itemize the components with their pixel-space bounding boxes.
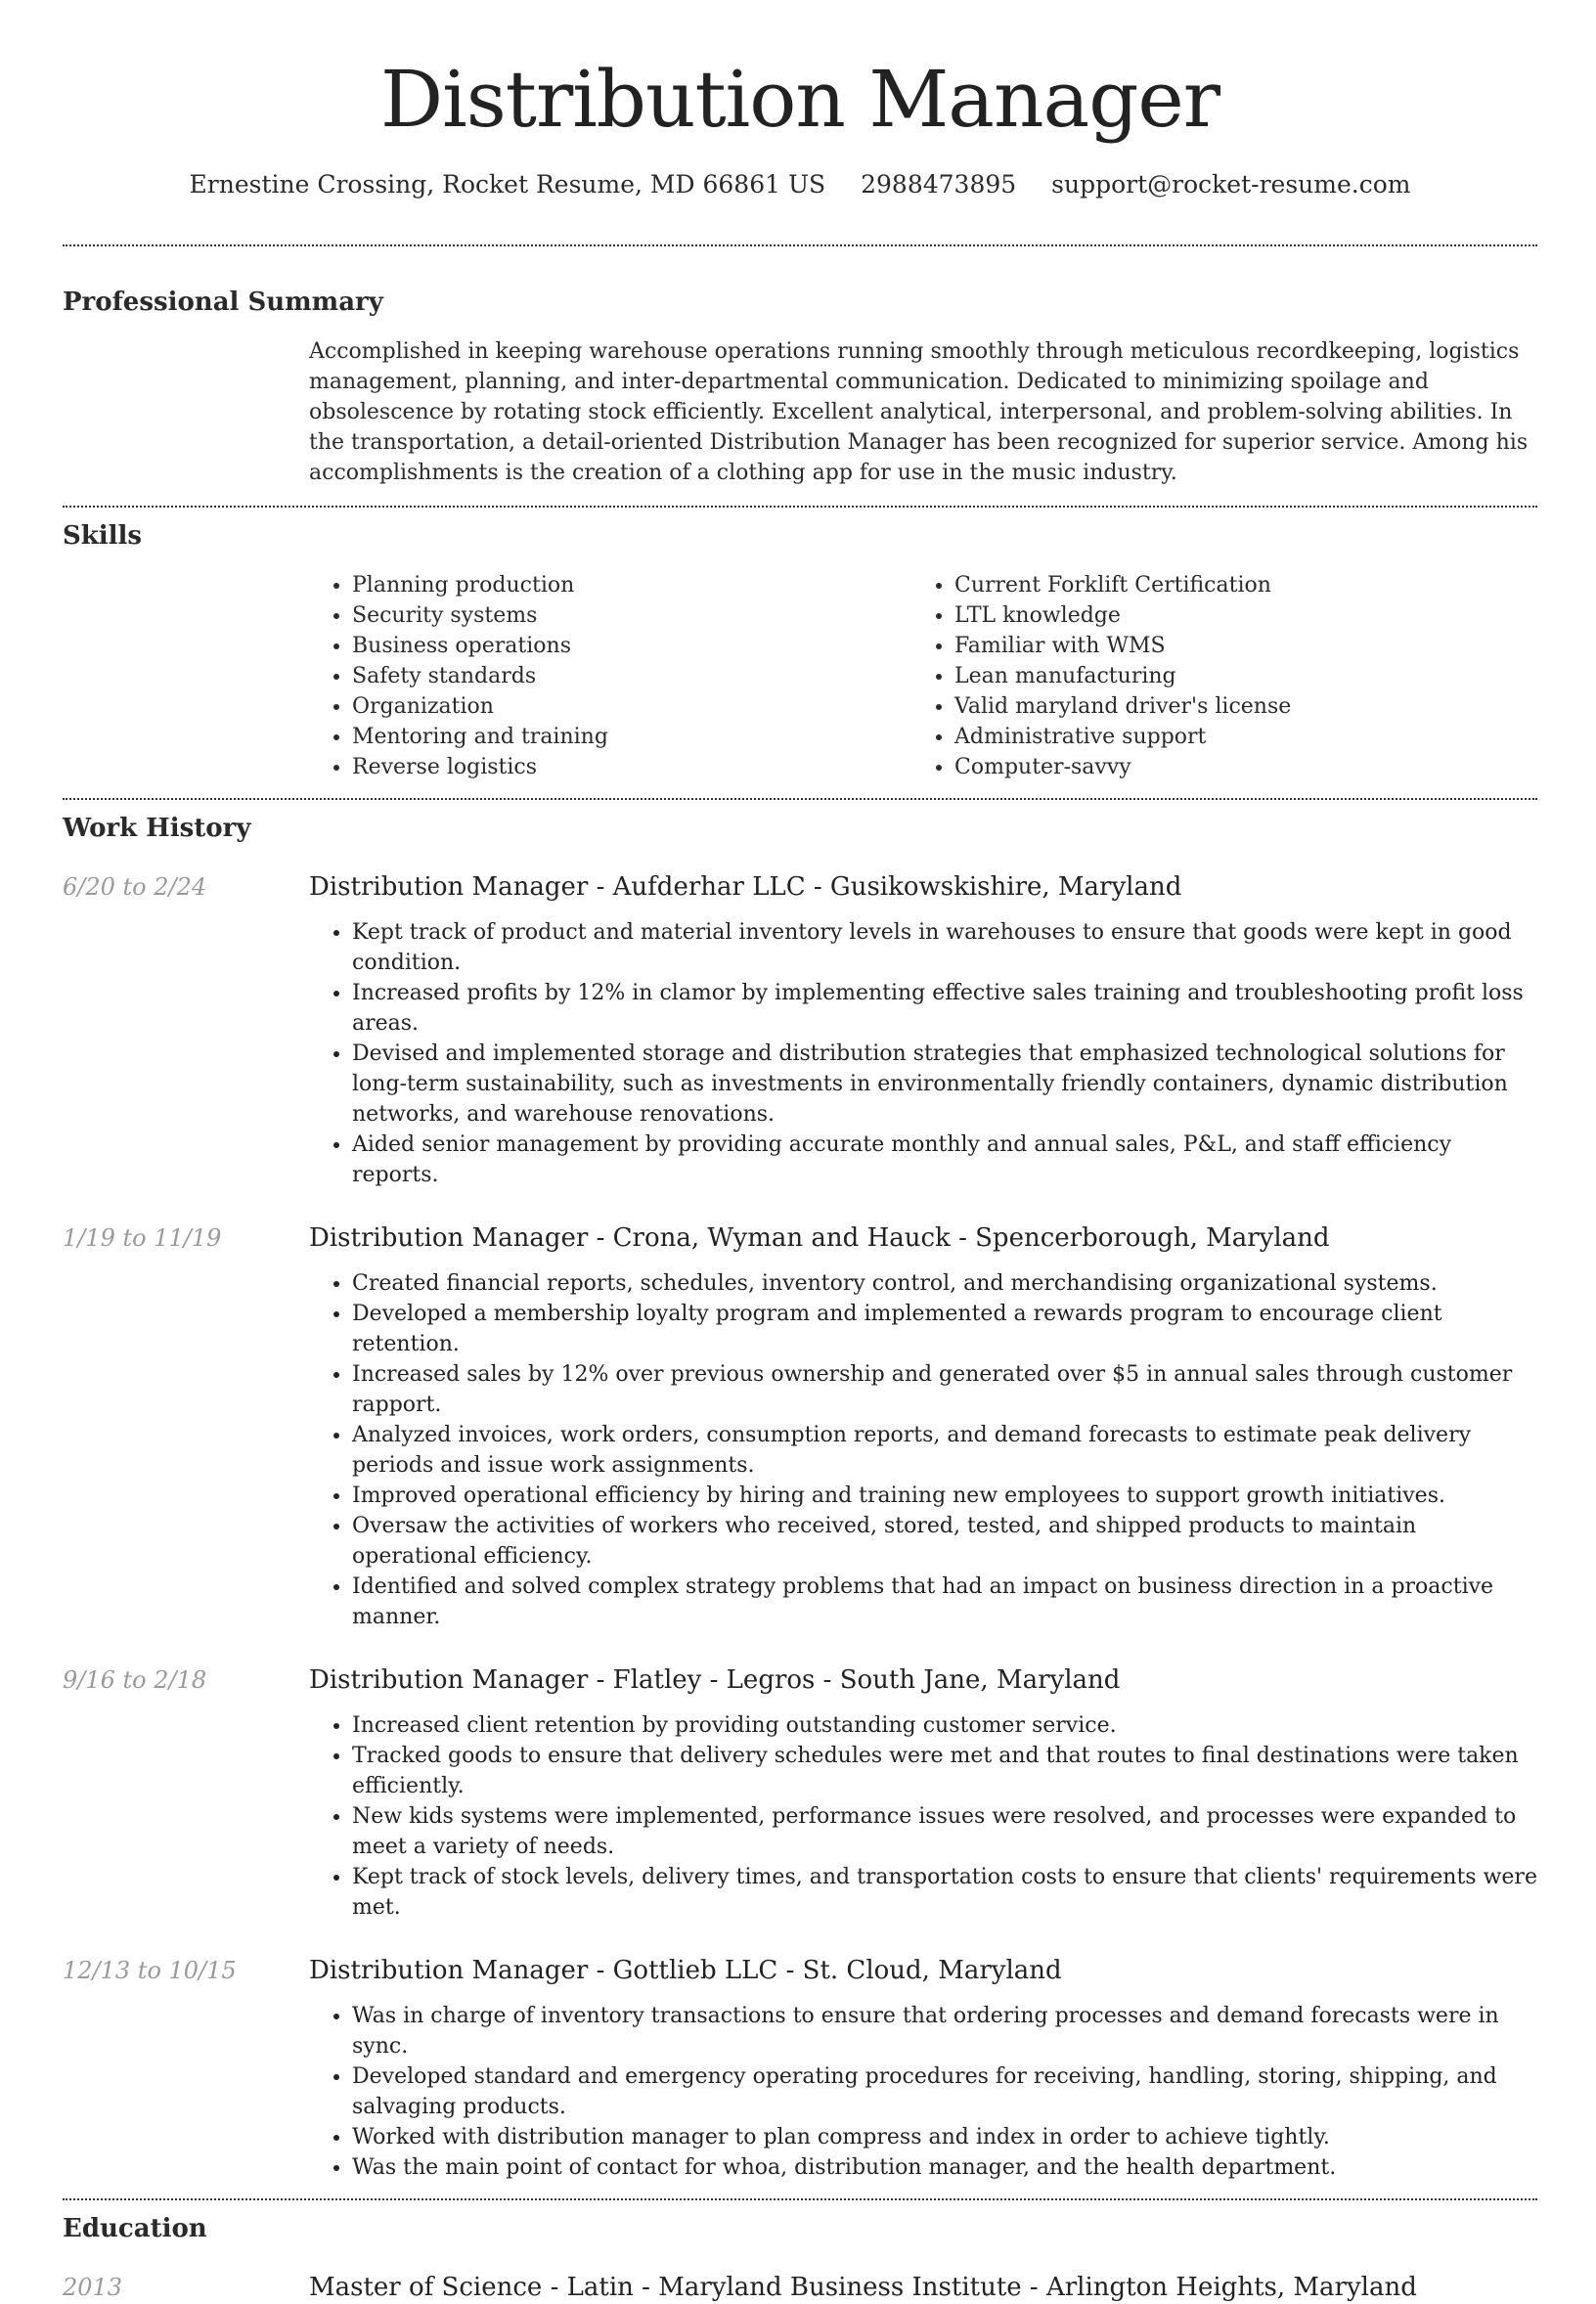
skill-item: • LTL knowledge	[954, 600, 1514, 631]
job-bullets	[309, 917, 1537, 1190]
work-history-heading: Work History	[63, 814, 251, 843]
skill-item: • Mentoring and training	[352, 722, 911, 752]
job-bullet: • Devised and implemented storage and distribution strategies that emphasized technological solutions for long-term sustainability, such as investments in environmentally friendly containers, dynamic distribution networks, and warehouse renovations.	[352, 1039, 1537, 1130]
education-date: 2013	[63, 2274, 123, 2301]
job-bullet: • Kept track of stock levels, delivery times, and transportation costs to ensure that clients' requirements were met.	[352, 1862, 1537, 1923]
resume-page	[63, 0, 1537, 2304]
skills-grid	[309, 570, 1537, 782]
job-bullet: • Developed standard and emergency operating procedures for receiving, handling, storing, shipping, and salvaging products.	[352, 2061, 1537, 2122]
job-dates: 9/16 to 2/18	[63, 1666, 207, 1694]
job-entry	[63, 1221, 1537, 1632]
divider	[63, 506, 1537, 508]
job-bullet: • Increased client retention by providing outstanding customer service.	[352, 1710, 1537, 1741]
job-body	[309, 1954, 1537, 2183]
skill-item: • Safety standards	[352, 661, 911, 691]
job-heading: Distribution Manager - Aufderhar LLC - Gusikowskishire, Maryland	[309, 872, 1182, 902]
education-entry	[63, 2271, 1537, 2304]
job-bullet: • Created financial reports, schedules, inventory control, and merchandising organizational systems.	[352, 1268, 1537, 1299]
job-bullet: • Analyzed invoices, work orders, consumption reports, and demand forecasts to estimate peak delivery periods and issue work assignments.	[352, 1420, 1537, 1481]
job-bullet: • Improved operational efficiency by hiring and training new employees to support growth initiatives.	[352, 1481, 1537, 1511]
job-bullets	[309, 1710, 1537, 1923]
contact-address: Ernestine Crossing, Rocket Resume, MD 66861 US	[189, 170, 826, 199]
skill-item: • Reverse logistics	[352, 752, 911, 782]
summary-heading: Professional Summary	[63, 288, 383, 317]
job-bullets	[309, 2001, 1537, 2183]
education-heading-text: Master of Science - Latin - Maryland Business Institute - Arlington Heights, Maryland	[309, 2273, 1417, 2302]
job-bullet: • Worked with distribution manager to plan compress and index in order to achieve tightly.	[352, 2122, 1537, 2152]
skill-item: • Valid maryland driver's license	[954, 691, 1514, 722]
contact-phone: 2988473895	[861, 170, 1017, 199]
skill-item: • Security systems	[352, 600, 911, 631]
job-heading: Distribution Manager - Crona, Wyman and Hauck - Spencerborough, Maryland	[309, 1223, 1330, 1253]
skill-item: • Lean manufacturing	[954, 661, 1514, 691]
job-bullet: • New kids systems were implemented, performance issues were resolved, and processes were expanded to meet a variety of needs.	[352, 1801, 1537, 1862]
job-entry	[63, 1954, 1537, 2183]
job-bullet: • Tracked goods to ensure that delivery schedules were met and that routes to final destinations were taken efficiently.	[352, 1741, 1537, 1801]
contact-email: support@rocket-resume.com	[1051, 170, 1411, 199]
job-entry	[63, 1663, 1537, 1923]
job-bullet: • Aided senior management by providing accurate monthly and annual sales, P&L, and staff efficiency reports.	[352, 1130, 1537, 1190]
job-bullet: • Identified and solved complex strategy problems that had an impact on business direction in a proactive manner.	[352, 1572, 1537, 1632]
summary-text: Accomplished in keeping warehouse operations running smoothly through meticulous recordkeeping, logistics management, planning, and inter-departmental communication. Dedicated to minimizing spoilage and obsolescence by rotating stock efficiently. Excellent analytical, interpersonal, and problem-solving abilities. In the transportation, a detail-oriented Distribution Manager has been recognized for superior service. Among his accomplishments is the creation of a clothing app for use in the music industry.	[309, 339, 1529, 485]
job-body	[309, 1663, 1537, 1923]
job-bullet: • Developed a membership loyalty program and implemented a rewards program to encourage client retention.	[352, 1299, 1537, 1359]
skills-heading: Skills	[63, 521, 143, 551]
job-dates: 1/19 to 11/19	[63, 1224, 222, 1252]
job-heading: Distribution Manager - Gottlieb LLC - St. Cloud, Maryland	[309, 1956, 1062, 1985]
job-dates: 12/13 to 10/15	[63, 1957, 237, 1984]
job-bullets	[309, 1268, 1537, 1632]
education-heading: Education	[63, 2214, 207, 2243]
divider	[63, 798, 1537, 800]
skill-item: • Organization	[352, 691, 911, 722]
job-bullet: • Increased profits by 12% in clamor by implementing effective sales training and troubleshooting profit loss areas.	[352, 978, 1537, 1039]
divider	[63, 2198, 1537, 2200]
skill-item: • Familiar with WMS	[954, 631, 1514, 661]
education-body	[309, 2271, 1537, 2304]
job-dates: 6/20 to 2/24	[63, 873, 207, 901]
job-body	[309, 1221, 1537, 1632]
skills-list-right	[911, 570, 1514, 782]
contact-line	[63, 168, 1537, 201]
divider	[63, 244, 1537, 246]
job-bullet: • Increased sales by 12% over previous ownership and generated over $5 in annual sales through customer rapport.	[352, 1359, 1537, 1420]
skill-item: • Current Forklift Certification	[954, 570, 1514, 600]
job-body	[309, 870, 1537, 1190]
skill-item: • Administrative support	[954, 722, 1514, 752]
job-heading: Distribution Manager - Flatley - Legros - South Jane, Maryland	[309, 1665, 1121, 1695]
job-entry	[63, 870, 1537, 1190]
skill-item: • Planning production	[352, 570, 911, 600]
skill-item: • Computer-savvy	[954, 752, 1514, 782]
skills-list-left	[309, 570, 911, 782]
job-bullet: • Was in charge of inventory transactions to ensure that ordering processes and demand forecasts were in sync.	[352, 2001, 1537, 2061]
job-bullet: • Oversaw the activities of workers who received, stored, tested, and shipped products to maintain operational efficiency.	[352, 1511, 1537, 1572]
resume-title: Distribution Manager	[380, 54, 1219, 145]
job-bullet: • Kept track of product and material inventory levels in warehouses to ensure that goods were kept in good condition.	[352, 917, 1537, 978]
job-bullet: • Was the main point of contact for whoa, distribution manager, and the health department.	[352, 2152, 1537, 2183]
skill-item: • Business operations	[352, 631, 911, 661]
